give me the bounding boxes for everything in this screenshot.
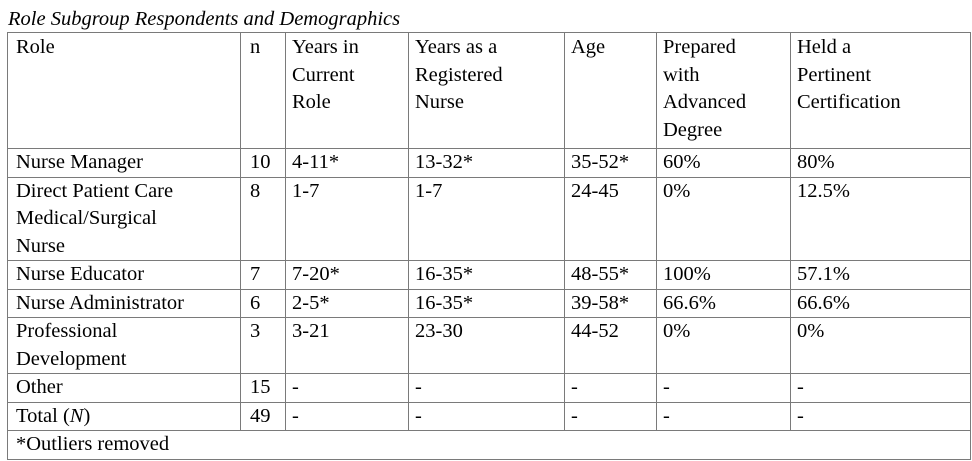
cell-cert: 66.6% [791,289,971,318]
cell-years-role: - [286,374,409,403]
header-years-current-role: Years in Current Role [286,33,409,149]
cell-role: Professional Development [8,318,241,374]
cell-degree: - [657,402,791,431]
cell-years-role: 4-11* [286,149,409,178]
cell-years-rn: 23-30 [409,318,565,374]
cell-years-rn: 1-7 [409,177,565,261]
cell-years-role: 7-20* [286,261,409,290]
cell-years-rn: - [409,402,565,431]
cell-cert: - [791,402,971,431]
cell-role-total: Total (N) [8,402,241,431]
cell-years-rn: 13-32* [409,149,565,178]
cell-years-role: 1-7 [286,177,409,261]
cell-role: Nurse Educator [8,261,241,290]
header-years-registered-nurse: Years as a Registered Nurse [409,33,565,149]
header-certification: Held a Pertinent Certification [791,33,971,149]
cell-years-rn: 16-35* [409,261,565,290]
cell-cert: 12.5% [791,177,971,261]
header-role: Role [8,33,241,149]
cell-n: 8 [241,177,286,261]
cell-n: 10 [241,149,286,178]
cell-years-role: 3-21 [286,318,409,374]
cell-role: Nurse Manager [8,149,241,178]
cell-years-rn: - [409,374,565,403]
cell-cert: 0% [791,318,971,374]
header-n: n [241,33,286,149]
header-age: Age [565,33,657,149]
cell-age: - [565,374,657,403]
table-row [8,149,971,178]
cell-degree: - [657,374,791,403]
cell-years-rn: 16-35* [409,289,565,318]
cell-age: 39-58* [565,289,657,318]
cell-age: 44-52 [565,318,657,374]
table-row [8,177,971,261]
cell-years-role: 2-5* [286,289,409,318]
cell-n: 3 [241,318,286,374]
cell-degree: 66.6% [657,289,791,318]
cell-age: 35-52* [565,149,657,178]
cell-years-role: - [286,402,409,431]
cell-age: 48-55* [565,261,657,290]
table-row [8,374,971,403]
cell-degree: 60% [657,149,791,178]
cell-cert: 80% [791,149,971,178]
table-footnote: *Outliers removed [8,431,971,460]
cell-age: 24-45 [565,177,657,261]
cell-n: 6 [241,289,286,318]
cell-role: Nurse Administrator [8,289,241,318]
cell-degree: 100% [657,261,791,290]
cell-degree: 0% [657,177,791,261]
cell-n: 7 [241,261,286,290]
demographics-table [7,32,971,460]
table-row [8,289,971,318]
cell-cert: 57.1% [791,261,971,290]
cell-role: Other [8,374,241,403]
cell-degree: 0% [657,318,791,374]
table-header-row [8,33,971,149]
cell-n: 15 [241,374,286,403]
table-footnote-row [8,431,971,460]
table-row [8,261,971,290]
cell-age: - [565,402,657,431]
table-caption: Role Subgroup Respondents and Demographics [8,8,401,30]
cell-role: Direct Patient Care Medical/Surgical Nurse [8,177,241,261]
header-advanced-degree: Prepared with Advanced Degree [657,33,791,149]
cell-cert: - [791,374,971,403]
table-row-total [8,402,971,431]
table-row [8,318,971,374]
cell-n: 49 [241,402,286,431]
